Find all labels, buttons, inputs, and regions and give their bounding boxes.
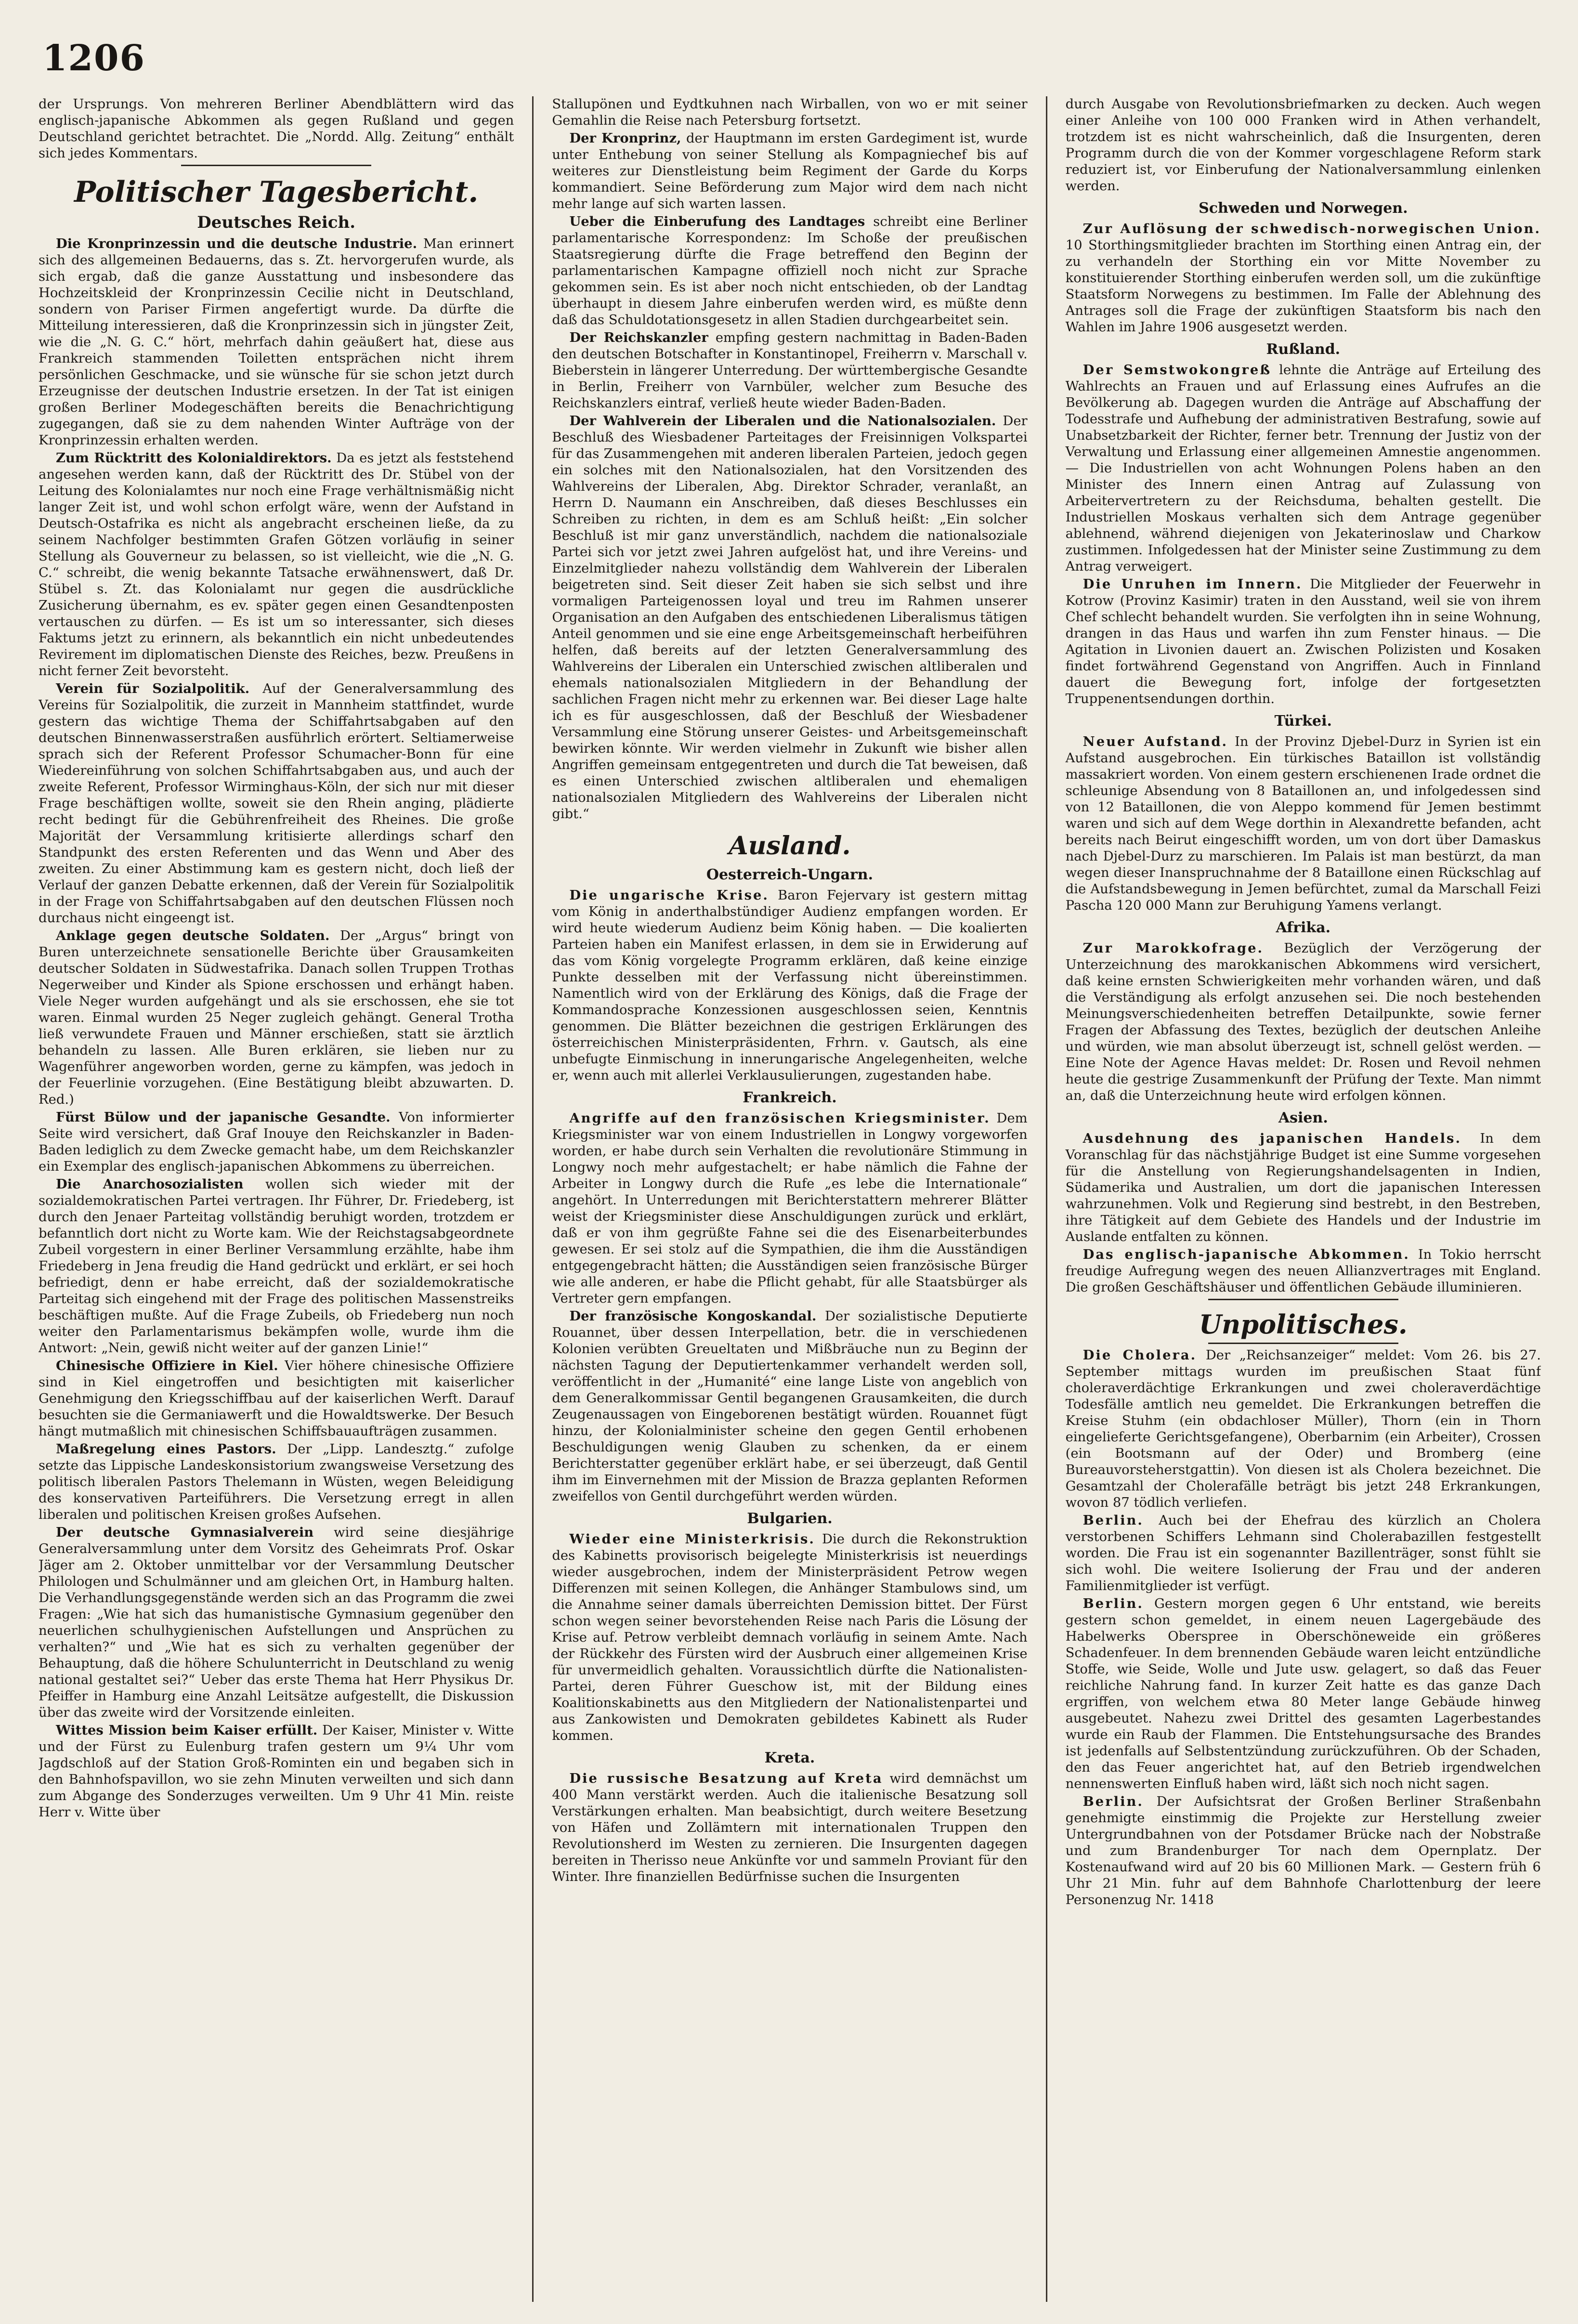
article-text: schreibt eine Berliner parlamentarische Korrespondenz: Im Schoße der preußischen Staatsregierung dürfte die Frage betreffend den Beginn der parlamentarischen Kampagne offiziell noch nicht zur Sprache gekommen sein. Es ist aber noch nicht entschieden, ob der Landtag überhaupt in diesem Jahre einberufen werden wird, es müßte denn daß das Schuldotationsgesetz in allen Stadien durchgearbeitet sein. <box>552 214 1028 327</box>
article <box>552 130 1027 212</box>
article-text: empfing gestern nachmittag in Baden-Baden den deutschen Botschafter in Konstantinopel, Freiherrn v. Marschall v. Bieberstein in längerer Unterredung. Der württembergische Gesandte in Berlin, Freiherr von Varnbüler, welcher zum Besuche des Reichskanzlers eintraf, verließ heute wieder Baden-Baden. <box>552 330 1028 411</box>
article-text: Die Mitglieder der Feuerwehr in Kotrow (Provinz Kasimir) traten in den Ausstand, weil sie von ihrem Chef schlecht behandelt wurden. Sie verfolgten ihn in seine Wohnung, drangen in das Haus und warfen ihn zum Fenster hinaus. — Die Agitation in Livonien dauert an. Zwischen Polizisten und Kosaken findet fortwährend Gegenstand von Angriffen. Auch in Finnland dauert die Bewegung fort, infolge der fortgesetzten Truppenentsendungen dorthin. <box>1065 577 1541 706</box>
section-title-unpolitisches: Unpolitisches. <box>1199 1309 1408 1340</box>
article <box>1066 1347 1541 1511</box>
article-text: Der Beschluß des Wiesbadener Parteitages der Freisinnigen Volkspartei für das Zusammengehen mit anderen liberalen Parteien, jedoch gegen ein solches mit den Nationalsozialen, hat den Vorsitzenden des Wahlvereins der Liberalen, Abg. Direktor Schrader, veranlaßt, an Herrn D. Naumann ein Anschreiben, daß dieses Beschlusses ein Schreiben zu richten, in dem es am Schluß heißt: „Ein solcher Beschluß ist mir ganz unverständlich, nachdem die nationalsoziale Partei sich vor jetzt zwei Jahren aufgelöst hat, und ihre Vereins- und Einzelmitglieder nahezu vollständig dem Wahlverein der Liberalen beigetreten sind. Seit dieser Zeit haben sie sich selbst und ihre vormaligen Parteigenossen loyal und treu im Rahmen unserer Organisation an den Aufgaben des entschiedenen Liberalismus tätigen Anteil genommen und sie eine enge Arbeitsgemeinschaft herbeiführen helfen, daß bereits auf der letzten Generalversammlung des Wahlvereins der Liberalen ein Unterschied zwischen altliberalen und ehemals nationalsozialen Mitgliedern in der Behandlung der sachlichen Fragen nicht mehr zu erkennen war. Bei dieser Lage halte ich es für ausgeschlossen, daß der Beschluß der Wiesbadener Versammlung eine Störung unserer Geistes- und Arbeitsgemeinschaft bewirken könnte. Wir werden vielmehr in Zukunft wie bisher allen Angriffen gemeinsam entgegentreten und durch die Tat beweisen, daß es einen Unterschied zwischen altliberalen und ehemaligen nationalsozialen Mitgliedern des Wahlvereins der Liberalen nicht gibt.“ <box>552 414 1028 822</box>
article-text: Der sozialistische Deputierte Rouannet, über dessen Interpellation, betr. die in verschiedenen Kolonien verübten Greueltaten und Mißbräuche nun zu Beginn der nächsten Tagung der Deputiertenkammer verhandelt werden soll, veröffentlicht in der „Humanité“ eine lange Liste von angeblich von dem Generalkommissar Gentil begangenen Grausamkeiten, die durch Zeugenaussagen von Eingeborenen bestätigt würden. Rouannet fügt hinzu, der Kolonialminister scheine den gegen Gentil erhobenen Beschuldigungen wenig Glauben zu schenken, da er einem Berichterstatter gegenüber erklärt habe, er sei überzeugt, daß Gentil ihm im Einvernehmen mit der Mission de Brazza geplanten Reformen zweifellos von Gentil durchgeführt werden würden. <box>552 1309 1028 1504</box>
article-text: Der „Argus“ bringt von Buren unterzeichnete sensationelle Berichte über Grausamkeiten deutscher Soldaten in Südwestafrika. Danach sollen Truppen Trothas Negerweiber und Kinder als Spione erschossen und erhängt haben. Viele Neger wurden aufgehängt und als sie erschossen, ehe sie tot waren. Einmal wurden 25 Neger zugleich gehängt. General Trotha ließ verwundete Frauen und Männer erschießen, statt sie ärztlich behandeln zu lassen. Alle Buren erklären, sie lieben nur zu Wagenführer angeworben worden, gerne zu kämpfen, was jedoch in der Feuerlinie vorzugehen. (Eine Bestätigung bleibt abzuwarten. D. Red.) <box>39 928 514 1107</box>
article <box>1066 1595 1541 1792</box>
article-text: lehnte die Anträge auf Erteilung des Wahlrechts an Frauen und auf Erlassung eines Aufrufes an die Bevölkerung ab. Dagegen wurden die Anträge auf Abschaffung der Todesstrafe und Aufhebung der administrativen Bestrafung, sowie auf Unabsetzbarkeit der Richter, ferner betr. Trennung der Justiz von der Verwaltung und Erlassung einer allgemeinen Amnestie angenommen. — Die Industriellen von acht Wohnungen Polens haben an den Minister des Innern einen Antrag auf Zulassung von Arbeitervertretern zu der Reichsduma, behalten gestellt. Die Industriellen Moskaus verhalten sich dem Antrage gegenüber ablehnend, während diejenigen von Jekaterinoslaw und Charkow zustimmen. Infolgedessen hat der Minister seine Zustimmung zu dem Antrag verweigert. <box>1065 363 1541 574</box>
section-title-ausland: Ausland. <box>729 831 851 861</box>
article <box>1066 1130 1541 1245</box>
article-heading: Der Reichskanzler <box>569 330 708 345</box>
article-heading: Wittes Mission beim Kaiser erfüllt. <box>56 1723 318 1738</box>
article <box>39 1109 514 1175</box>
article <box>1066 940 1541 1104</box>
article-heading: Die Unruhen im Innern. <box>1082 576 1303 592</box>
subsection-tuerkei: Türkei. <box>1274 713 1332 730</box>
article-heading: Zum Rücktritt des Kolonialdirektors. <box>56 450 332 466</box>
article-text: Von informierter Seite wird versichert, daß Graf Inouye den Reichskanzler in Baden-Baden lediglich zu dem Zwecke gemacht habe, um dem Reichskanzler ein Exemplar des englisch-japanischen Abkommens zu überreichen. <box>39 1110 514 1174</box>
article <box>552 1308 1027 1505</box>
article <box>1066 1793 1541 1908</box>
article-heading: Fürst Bülow und der japanische Gesandte. <box>56 1110 391 1125</box>
column-2 <box>532 96 1045 2302</box>
article-text: Baron Fejervary ist gestern mittag vom König in anderthalbstündiger Audienz empfangen worden. Er wird heute wiederum Audienz beim König haben. — Die koalierten Parteien haben ein Manifest erlassen, in dem sie in Erwiderung auf das vom König vorgelegte Programm erklären, daß keine einzige Punkte desselben mit der Verfassung nicht übereinstimmen. Namentlich wird von der Erklärung des Königs, daß die Frage der Kommandosprache Konzessionen ausgeschlossen seien, Kenntnis genommen. Die Blätter bezeichnen die gestrigen Erklärungen des österreichischen Ministerpräsidenten, Frhrn. v. Gautsch, als eine unbefugte Einmischung in innerungarische Angelegenheiten, welche er, wenn auch mit allerlei Verklausulierungen, zugestanden habe. <box>552 888 1028 1083</box>
article <box>39 1524 514 1721</box>
article-heading: Die russische Besatzung auf Kreta <box>569 1771 883 1786</box>
section-title: Deutsches Reich. <box>197 213 356 232</box>
article-text: Vier höhere chinesische Offiziere sind in Kiel eingetroffen und besichtigten mit kaiserlicher Genehmigung den Kriegsschiffbau auf der kaiserlichen Werft. Darauf besuchten sie die Germaniawerft und die Howaldtswerke. Der Besuch hängt mutmaßlich mit chinesischen Schiffsbauaufträgen zusammen. <box>39 1358 514 1439</box>
article-heading: Der Semstwokongreß <box>1082 362 1272 378</box>
article-heading: Berlin. <box>1082 1794 1144 1809</box>
article-heading: Das englisch-japanische Abkommen. <box>1082 1247 1410 1262</box>
article-heading: Wieder eine Ministerkrisis. <box>569 1531 815 1547</box>
page-number: 1206 <box>42 38 145 79</box>
article-heading: Die Cholera. <box>1082 1347 1197 1363</box>
article-text: Der „Reichsanzeiger“ meldet: Vom 26. bis 27. September mittags wurden im preußischen Staat fünf choleraverdächtige Erkrankungen und zwei choleraverdächtige Todesfälle amtlich neu gemeldet. Die Erkrankungen betreffen die Kreise Stuhm (ein obdachloser Müller), Thorn (ein in Thorn eingelieferte Gerichtsgefangene), Oberbarnim (ein Arbeiter), Crossen (ein Bootsmann auf der Oder) und Bromberg (eine Bureauvorsteherstgattin). Von diesen ist als Cholera bezeichnet. Die Gesamtzahl der Cholerafälle beträgt bis jetzt 248 Erkrankungen, wovon 87 tödlich verliefen. <box>1065 1348 1541 1510</box>
subsection-asien: Asien. <box>1278 1110 1328 1126</box>
article <box>1066 576 1541 707</box>
article <box>1066 733 1541 914</box>
article-text: Gestern morgen gegen 6 Uhr entstand, wie bereits gestern schon gemeldet, in einem neuen Lagergebäude des Habelwerks Oberspree in Oberschöneweide ein größeres Schadenfeuer. In dem brennenden Gebäude waren leicht entzündliche Stoffe, wie Seide, Wolle und Jute usw. gelagert, so daß das Feuer reichliche Nahrung fand. In kurzer Zeit hatte es das ganze Dach ergriffen, von welchem etwa 80 Meter lange Gebäude hinweg ausgebeutet. Nahezu zwei Drittel des gesamten Lagerbestandes wurde ein Raub der Flammen. Die Entstehungsursache des Brandes ist jedenfalls auf Selbstentzündung zurückzuführen. Ob der Schaden, den das Feuer angerichtet hat, auf den Betrieb irgendwelchen nennenswerten Einfluß haben wird, läßt sich noch nicht sagen. <box>1065 1596 1541 1791</box>
article <box>39 235 514 449</box>
article-text: In Tokio herrscht freudige Aufregung wegen des neuen Allianzvertrages mit England. Die großen Geschäftshäuser und öffentlichen Gebäude illuminieren. <box>1065 1247 1541 1295</box>
article <box>552 1531 1027 1744</box>
column-3 <box>1046 96 1541 2302</box>
article-heading: Die Anarchosozialisten <box>56 1176 244 1192</box>
article-text: Der Kaiser, Minister v. Witte und der Fürst zu Eulenburg trafen gestern um 9¼ Uhr vom Jagdschloß auf der Station Groß-Rominten ein und begaben sich in den Bahnhofspavillon, wo sie zehn Minuten verweilten und sich dann zum Abgange des Sonderzuges verweilten. Um 9 Uhr 41 Min. reiste Herr v. Witte über <box>39 1723 514 1820</box>
article-text: Der „Lipp. Landesztg.“ zufolge setzte das Lippische Landeskonsistorium zwangsweise Versetzung des politisch liberalen Pastors Thelemann in Wüsten, wegen Beleidigung des konservativen Parteiführers. Die Versetzung erregt in allen liberalen und politischen Kreisen großes Aufsehen. <box>39 1442 514 1522</box>
article-text: In dem Voranschlag für das nächstjährige Budget ist eine Summe vorgesehen für die Anstellung von Regierungshandelsagenten in Indien, Südamerika und Australien, um dort die japanischen Interessen wahrzunehmen. Volk und Regierung sind bestrebt, in den Bestreben, ihre Tätigkeit auf dem Gebiete des Handels und der Industrie im Auslande entfalten zu können. <box>1065 1131 1541 1244</box>
article-heading: Anklage gegen deutsche Soldaten. <box>56 928 330 943</box>
article-heading: Die Kronprinzessin und die deutsche Industrie. <box>56 236 417 251</box>
article <box>39 680 514 927</box>
article-heading: Zur Auflösung der schwedisch-norwegischen Union. <box>1082 221 1541 236</box>
article <box>1066 1246 1541 1296</box>
article-heading: Neuer Aufstand. <box>1082 734 1228 749</box>
subsection-afrika: Afrika. <box>1276 919 1331 936</box>
article-text: Die durch die Rekonstruktion des Kabinetts provisorisch beigelegte Ministerkrisis ist neuerdings wieder ausgebrochen, indem der Ministerpräsident Petrow wegen Differenzen mit seinen Kollegen, die Anhänger Stambulows sind, um die Annahme seiner damals überreichten Demission bittet. Der Fürst schon wegen seiner bevorstehenden Reise nach Paris die Lösung der Krise auf. Petrow verbleibt demnach vorläufig in seinem Amte. Nach der Rückkehr des Fürsten wird der Ausbruch einer allgemeinen Krise für unvermeidlich gehalten. Voraussichtlich dürfte die Nationalisten-Partei, deren Führer Gueschow ist, mit der Bildung eines Koalitionskabinetts aus den Mitgliedern der Nationalistenpartei und aus Zankowisten und Demokraten gebildetes Kabinett als Ruder kommen. <box>552 1532 1028 1743</box>
article <box>552 329 1027 412</box>
main-title: Politischer Tagesbericht. <box>74 175 479 209</box>
article-text: Bezüglich der Verzögerung der Unterzeichnung des marokkanischen Abkommens wird versichert, daß keine ernsten Schwierigkeiten mehr vorhanden wären, und daß die Verständigung als erfolgt anzusehen sei. Die noch bestehenden Meinungsverschiedenheiten betreffen Detailpunkte, sowie ferner Fragen der Abfassung des Textes, bezüglich der deutschen Anleihe und würden, wie man absolut überzeugt ist, schnell gelöst werden. — Eine Note der Agence Havas meldet: Dr. Rosen und Revoil nehmen heute die gestrige Zusammenkunft der Prüfung der Texte. Man nimmt an, daß die Unterzeichnung heute wird erfolgen können. <box>1065 941 1541 1103</box>
article-text: Dem Kriegsminister war von einem Industriellen in Longwy vorgeworfen worden, er habe durch sein Verhalten die revolutionäre Stimmung in Longwy noch mehr aufgestachelt; er habe nämlich die Fahne der Arbeiter in Longwy durch die Rufe „es lebe die Internationale“ angehört. In Unterredungen mit Berichterstattern mehrerer Blätter weist der Kriegsminister diese Anschuldigungen zurück und erklärt, daß er von ihm gegrüßte Fahne sei die des Eisenarbeiterbundes gewesen. Er sei stolz auf die Sympathien, die ihm die Ausständigen entgegengebracht hätten; die Ausständigen seien französische Bürger wie alle anderen, er habe die Pflicht gehabt, für alle Staatsbürger als Vertreter gern empfangen. <box>552 1111 1028 1306</box>
subsection-bulgarien: Bulgarien. <box>747 1510 833 1527</box>
article-heading: Maßregelung eines Pastors. <box>56 1441 276 1457</box>
article-text: durch Ausgabe von Revolutionsbriefmarken zu decken. Auch wegen einer Anleihe von 100 000 Franken wird in Athen verhandelt, trotzdem ist es nicht wahrscheinlich, daß die Insurgenten, deren Programm durch die von der Kommer vorgeschlagene Reform stark reduziert ist, vor Einberufung der Nationalversammlung einlenken werden. <box>1065 97 1541 194</box>
article <box>39 450 514 679</box>
article-heading: Ueber die Einberufung des Landtages <box>569 214 865 229</box>
article <box>39 927 514 1108</box>
article <box>552 213 1027 328</box>
article <box>1066 221 1541 336</box>
article <box>1066 362 1541 575</box>
article-heading: Die ungarische Krise. <box>569 888 769 903</box>
divider <box>1208 1299 1398 1300</box>
column-1 <box>39 96 532 2302</box>
article-heading: Berlin. <box>1082 1513 1144 1528</box>
subsection-oesterreich: Oesterreich-Ungarn. <box>706 866 874 883</box>
divider <box>181 165 371 166</box>
subsection-russland: Rußland. <box>1266 341 1341 358</box>
article <box>39 1441 514 1523</box>
subsection-schweden: Schweden und Norwegen. <box>1199 200 1408 217</box>
subsection-frankreich: Frankreich. <box>743 1089 837 1106</box>
article <box>552 1110 1027 1307</box>
article-text: Stallupönen und Eydtkuhnen nach Wirballen, von wo er mit seiner Gemahlin die Reise nach Petersburg fortsetzt. <box>552 97 1028 128</box>
article-text: Da es jetzt als feststehend angesehen werden kann, daß der Rücktritt des Dr. Stübel von der Leitung des Kolonialamtes nur noch eine Frage verhältnismäßig nicht langer Zeit ist, und wohl schon erfolgt wäre, wenn der Aufstand in Deutsch-Ostafrika es nicht als angebracht erscheinen ließe, da zu seinem Nachfolger bestimmten Grafen Götzen vorläufig in seiner Stellung als Gouverneur zu belassen, so ist vielleicht, wie die „N. G. C.“ schreibt, die wenig bekannte Tatsache erwähnenswert, daß Dr. Stübel s. Zt. das Kolonialamt nur gegen die ausdrückliche Zusicherung übernahm, es ev. später gegen einen Gesandtenposten vertauschen zu dürfen. — Es ist um so interessanter, sich dieses Faktums jetzt zu erinnern, als bekanntlich ein nicht unbedeutendes Revirement im diplomatischen Dienste des Reiches, bezw. Preußens in nicht ferner Zeit bevorsteht. <box>39 451 514 679</box>
article <box>552 1770 1027 1885</box>
article-heading: Zur Marokkofrage. <box>1082 940 1264 956</box>
article <box>39 1176 514 1357</box>
article <box>552 887 1027 1084</box>
article-heading: Der deutsche Gymnasialverein <box>56 1525 314 1540</box>
divider <box>1208 1343 1398 1344</box>
article-heading: Ausdehnung des japanischen Handels. <box>1082 1131 1462 1146</box>
article-text: wird seine diesjährige Generalversammlung unter dem Vorsitz des Geheimrats Prof. Oskar Jäger am 2. Oktober unmittelbar vor der Versammlung Deutscher Philologen und Schulmänner und am gleichen Ort, in Hamburg halten. Die Verhandlungsgegenstände werden sich an das Programm die zwei Fragen: „Wie hat sich das humanistische Gymnasium gegenüber den neuerlichen schulhygienischen Aufstellungen und Ansprüchen zu verhalten?“ und „Wie hat es sich zu verhalten gegenüber der Behauptung, daß die höhere Schulunterricht in Deutschland zu wenig national gestaltet sei?“ Ueber das erste Thema hat Herr Physikus Dr. Pfeiffer in Hamburg eine Anzahl Leitsätze aufgestellt, die Diskussion über das zweite wird der Vorsitzende einleiten. <box>39 1525 514 1720</box>
intro-paragraph: der Ursprungs. Von mehreren Berliner Abendblättern wird das englisch-japanische Abkommen als gegen Rußland und gegen Deutschland gerichtet betrachtet. Die „Nordd. Allg. Zeitung“ enthält sich jedes Kommentars. <box>39 97 514 161</box>
article <box>1066 1512 1541 1594</box>
article-heading: Der Kronprinz, <box>569 131 681 146</box>
article <box>552 413 1027 823</box>
article-text: der Hauptmann im ersten Gardegiment ist, wurde unter Enthebung von seiner Stellung als Kompagniechef bis auf weiteres zur Dienstleistung beim Regiment der Garde du Korps kommandiert. Seine Beförderung zum Major wird dem nach nicht mehr lange auf sich warten lassen. <box>552 131 1028 211</box>
article-text: 10 Storthingsmitglieder brachten im Storthing einen Antrag ein, der zu verhandeln der Storthing ein vor Mitte November zu konstituierender Storthing einberufen werden soll, um die zukünftige Staatsform Norwegens zu bestimmen. Im Falle der Ablehnung des Antrages soll die Frage der zukünftigen Staatsform bis nach den Wahlen im Jahre 1906 ausgesetzt werden. <box>1065 238 1541 335</box>
article-text: Auch bei der Ehefrau des kürzlich an Cholera verstorbenen Schiffers Lehmann sind Cholerabazillen festgestellt worden. Die Frau ist ein sogenannter Bazillenträger, sonst fühlt sie sich wohl. Die weitere Isolierung der Frau und der anderen Familienmitglieder ist verfügt. <box>1065 1513 1541 1593</box>
article-text: wird demnächst um 400 Mann verstärkt werden. Auch die italienische Besatzung soll Verstärkungen erhalten. Man beabsichtigt, durch weitere Besetzung von Häfen und Zollämtern mit internationalen Truppen den Revolutionsherd im Westen zu zernieren. Die Insurgenten dagegen bereiten in Therisso neue Ankünfte vor und sammeln Proviant für den Winter. Ihre finanziellen Bedürfnisse suchen die Insurgenten <box>552 1771 1028 1884</box>
article-heading: Der Wahlverein der Liberalen und die Nationalsozialen. <box>569 413 996 429</box>
article-heading: Angriffe auf den französischen Kriegsminister. <box>569 1110 991 1126</box>
article-heading: Der französische Kongoskandal. <box>569 1308 817 1324</box>
subsection-kreta: Kreta. <box>764 1750 815 1766</box>
article-text: wollen sich wieder mit der sozialdemokratischen Partei vertragen. Ihr Führer, Dr. Friedeberg, ist durch den Jenaer Parteitag vollständig beruhigt worden, trotzdem er befanntlich dort nicht zu Worte kam. Wie der Reichstagsabgeordnete Zubeil vorgestern in einer Berliner Versammlung erzählte, habe ihm Friedeberg in Jena freudig die Hand gedrückt und erklärt, er sei hoch befriedigt, denn er habe erreicht, daß der sozialdemokratische Parteitag sich eingehend mit der Frage des politischen Massenstreiks beschäftigen mußte. Auf die Frage Zubeils, ob Friedeberg nun noch weiter den Parlamentarismus bekämpfen wolle, wurde ihm die Antwort: „Nein, gewiß nicht weiter auf der ganzen Linie!“ <box>39 1177 514 1356</box>
article-heading: Chinesische Offiziere in Kiel. <box>56 1358 278 1373</box>
article-heading: Berlin. <box>1082 1596 1144 1611</box>
newspaper-columns <box>39 96 1541 2302</box>
article-heading: Verein für Sozialpolitik. <box>56 681 250 696</box>
article-text: Man erinnert sich des allgemeinen Bedauerns, das s. Zt. hervorgerufen wurde, als sich ergab, daß die ganze Ausstattung und insbesondere das Hochzeitskleid der Kronprinzessin Cecilie nicht in Deutschland, sondern von Pariser Firmen angefertigt wurde. Da dürfte die Mitteilung interessieren, daß die Kronprinzessin sich in jüngster Zeit, wie die „N. G. C.“ hört, mehrfach dahin geäußert hat, diese aus Frankreich stammenden Toiletten entsprächen nicht ihrem persönlichen Geschmacke, und sie wünsche für sie schon jetzt durch Erzeugnisse der deutschen Industrie ersetzen. In der Tat ist einigen großen Berliner Modegeschäften bereits die Benachrichtigung zugegangen, daß sie zu dem nahenden Winter Aufträge von der Kronprinzessin erhalten werden. <box>39 236 514 448</box>
article-text: In der Provinz Djebel-Durz in Syrien ist ein Aufstand ausgebrochen. Ein türkisches Bataillon ist vollständig massakriert worden. Von einem gestern erschienenen Irade ordnet die schleunige Absendung von 8 Bataillonen an, und infolgedessen sind von 12 Bataillonen, die von Aleppo kommend für Jemen bestimmt waren und sich auf dem Wege dorthin in Alexandrette befanden, acht bereits nach Beirut eingeschifft worden, um von dort über Damaskus nach Djebel-Durz zu marschieren. Im Palais ist man bestürzt, da man wegen dieser Inanspruchnahme der 8 Bataillone einen Rückschlag auf die Aufstandsbewegung in Jemen befürchtet, zumal da Marschall Feizi Pascha 120 000 Mann zur Beruhigung Yamens verlangt. <box>1065 734 1541 913</box>
article <box>39 1358 514 1440</box>
article-text: Der Aufsichtsrat der Großen Berliner Straßenbahn genehmigte einstimmig die Projekte zur Herstellung zweier Untergrundbahnen von der Potsdamer Brücke nach der Nobstraße und zum Brandenburger Tor nach dem Opernplatz. Der Kostenaufwand wird auf 20 bis 60 Millionen Mark. — Gestern früh 6 Uhr 21 Min. fuhr auf dem Bahnhofe Charlottenburg der leere Personenzug Nr. 1418 <box>1065 1794 1541 1907</box>
article <box>39 1722 514 1821</box>
article-text: Auf der Generalversammlung des Vereins für Sozialpolitik, die zurzeit in Mannheim stattfindet, wurde gestern das wichtige Thema der Schiffahrtsabgaben auf den deutschen Binnenwasserstraßen ausführlich erörtert. Seltiamerweise sprach sich der Referent Professor Schumacher-Bonn für eine Wiedereinführung von solchen Schiffahrtsabgaben aus, und auch der zweite Referent, Professor Wirminghaus-Köln, der sich nur mit dieser Frage beschäftigen wollte, soweit sie den Rhein anging, plädierte recht bedingt für die Gebührenfreiheit des Rheines. Die große Majorität der Versammlung kritisierte allerdings scharf den Standpunkt des ersten Referenten und das Wenn und Aber des zweiten. Zu einer Abstimmung kam es gestern nicht, doch ließ der Verlauf der ganzen Debatte erkennen, daß der Verein für Sozialpolitik in der Frage von Schiffahrtsabgaben auf den deutschen Flüssen noch durchaus nicht eingeengt ist. <box>39 681 514 926</box>
